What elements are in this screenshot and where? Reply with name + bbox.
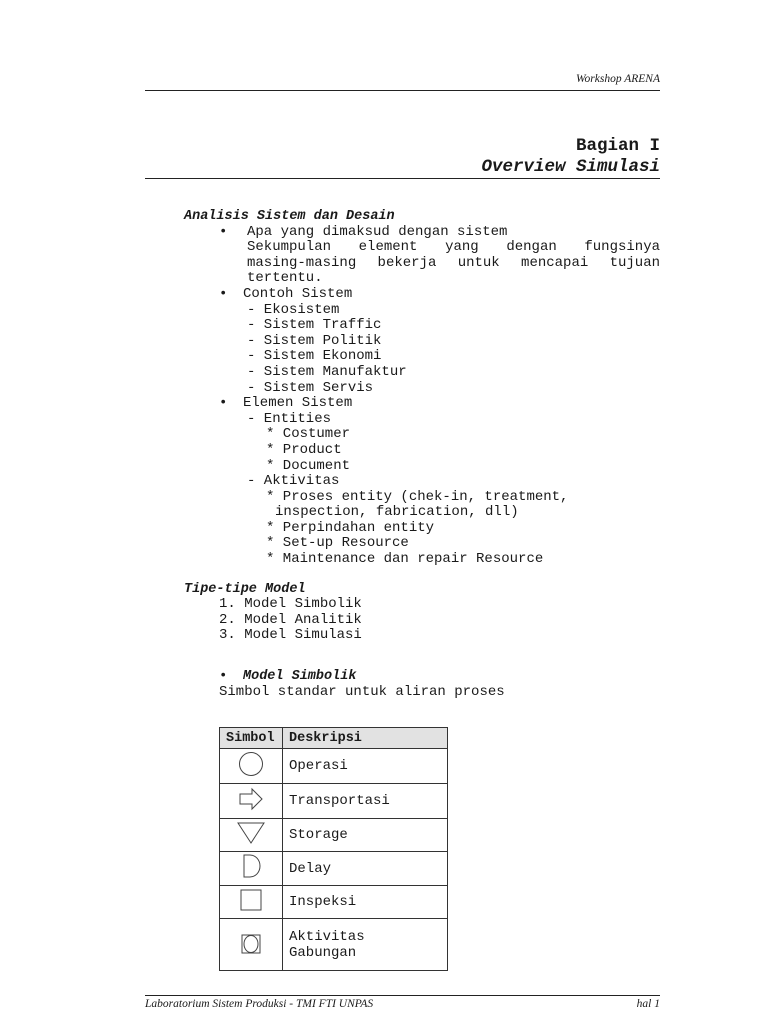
list-item: 2. Model Analitik <box>219 611 362 628</box>
list-item: - Sistem Manufaktur <box>247 363 407 380</box>
circle-icon <box>238 751 264 777</box>
bullet-icon: • <box>219 223 228 240</box>
table-header-row <box>220 728 448 749</box>
page-number: hal 1 <box>636 998 660 1010</box>
bullet-item: • Elemen Sistem <box>219 395 353 412</box>
table-row <box>220 852 448 886</box>
list-item: * Maintenance dan repair Resource <box>266 551 544 568</box>
running-header: Workshop ARENA <box>575 73 660 85</box>
description-cell <box>283 919 448 971</box>
list-item: * Costumer <box>266 426 351 443</box>
bullet-icon: • <box>219 285 228 302</box>
table-header-cell: Simbol <box>220 728 283 749</box>
table-row <box>220 784 448 819</box>
footer-rule <box>145 995 660 996</box>
list-item: - Sistem Traffic <box>247 317 382 334</box>
arrow-right-icon <box>237 787 265 811</box>
list-item: * Set-up Resource <box>266 535 409 552</box>
list-item: inspection, fabrication, dll) <box>275 504 519 521</box>
description-line: Aktivitas <box>289 928 365 945</box>
description-cell: Delay <box>283 852 448 886</box>
description-cell: Inspeksi <box>283 886 448 919</box>
list-item: - Sistem Politik <box>247 332 382 349</box>
d-shape-icon <box>240 853 262 879</box>
bullet-icon: • <box>219 668 228 685</box>
symbol-cell <box>220 919 283 971</box>
list-item: * Document <box>266 457 351 474</box>
list-item: - Entities <box>247 410 332 427</box>
triangle-down-icon <box>236 821 266 845</box>
section-heading-analisis: Analisis Sistem dan Desain <box>184 209 395 224</box>
list-item: - Sistem Servis <box>247 379 374 396</box>
footer-lab-name: Laboratorium Sistem Produksi - TMI FTI UNPAS <box>145 998 374 1010</box>
list-item: * Product <box>266 441 342 458</box>
list-item: - Ekosistem <box>247 301 340 318</box>
description-cell: Operasi <box>283 749 448 784</box>
list-item: - Sistem Ekonomi <box>247 348 382 365</box>
table-row <box>220 819 448 852</box>
list-item: - Aktivitas <box>247 473 340 490</box>
symbol-cell <box>220 749 283 784</box>
bullet-icon: • <box>219 395 228 412</box>
list-item: 1. Model Simbolik <box>219 596 362 613</box>
bullet-item: • Model Simbolik <box>219 668 357 685</box>
definition-line: tertentu. <box>247 270 323 287</box>
description-line: Gabungan <box>289 944 357 961</box>
list-item: * Perpindahan entity <box>266 519 435 536</box>
symbol-cell <box>220 819 283 852</box>
square-icon <box>239 888 263 912</box>
main-content <box>184 209 660 700</box>
table-row <box>220 919 448 971</box>
circle-in-square-icon <box>240 933 262 955</box>
header-rule <box>145 90 660 91</box>
list-item: 3. Model Simulasi <box>219 627 362 644</box>
table-row <box>220 886 448 919</box>
list-item: * Proses entity (chek-in, treatment, <box>266 488 569 505</box>
description-cell: Transportasi <box>283 784 448 819</box>
bullet-item: • Apa yang dimaksud dengan sistem <box>219 223 508 240</box>
symbol-table <box>219 727 448 971</box>
description-cell: Storage <box>283 819 448 852</box>
bullet-item: • Contoh Sistem <box>219 285 353 302</box>
symbol-table-caption: Simbol standar untuk aliran proses <box>219 683 505 700</box>
title-rule <box>145 178 660 179</box>
definition-line: masing-masing bekerja untuk mencapai tujuan <box>247 254 660 271</box>
section-heading-tipe-model: Tipe-tipe Model <box>184 581 306 597</box>
symbol-cell <box>220 886 283 919</box>
symbol-cell <box>220 852 283 886</box>
symbol-cell <box>220 784 283 819</box>
table-row <box>220 749 448 784</box>
section-subtitle: Overview Simulasi <box>481 157 660 177</box>
definition-line: Sekumpulan element yang dengan fungsinya <box>247 239 660 256</box>
part-title: Bagian I <box>575 136 660 156</box>
table-header-cell: Deskripsi <box>283 728 448 749</box>
title-block <box>481 136 660 178</box>
